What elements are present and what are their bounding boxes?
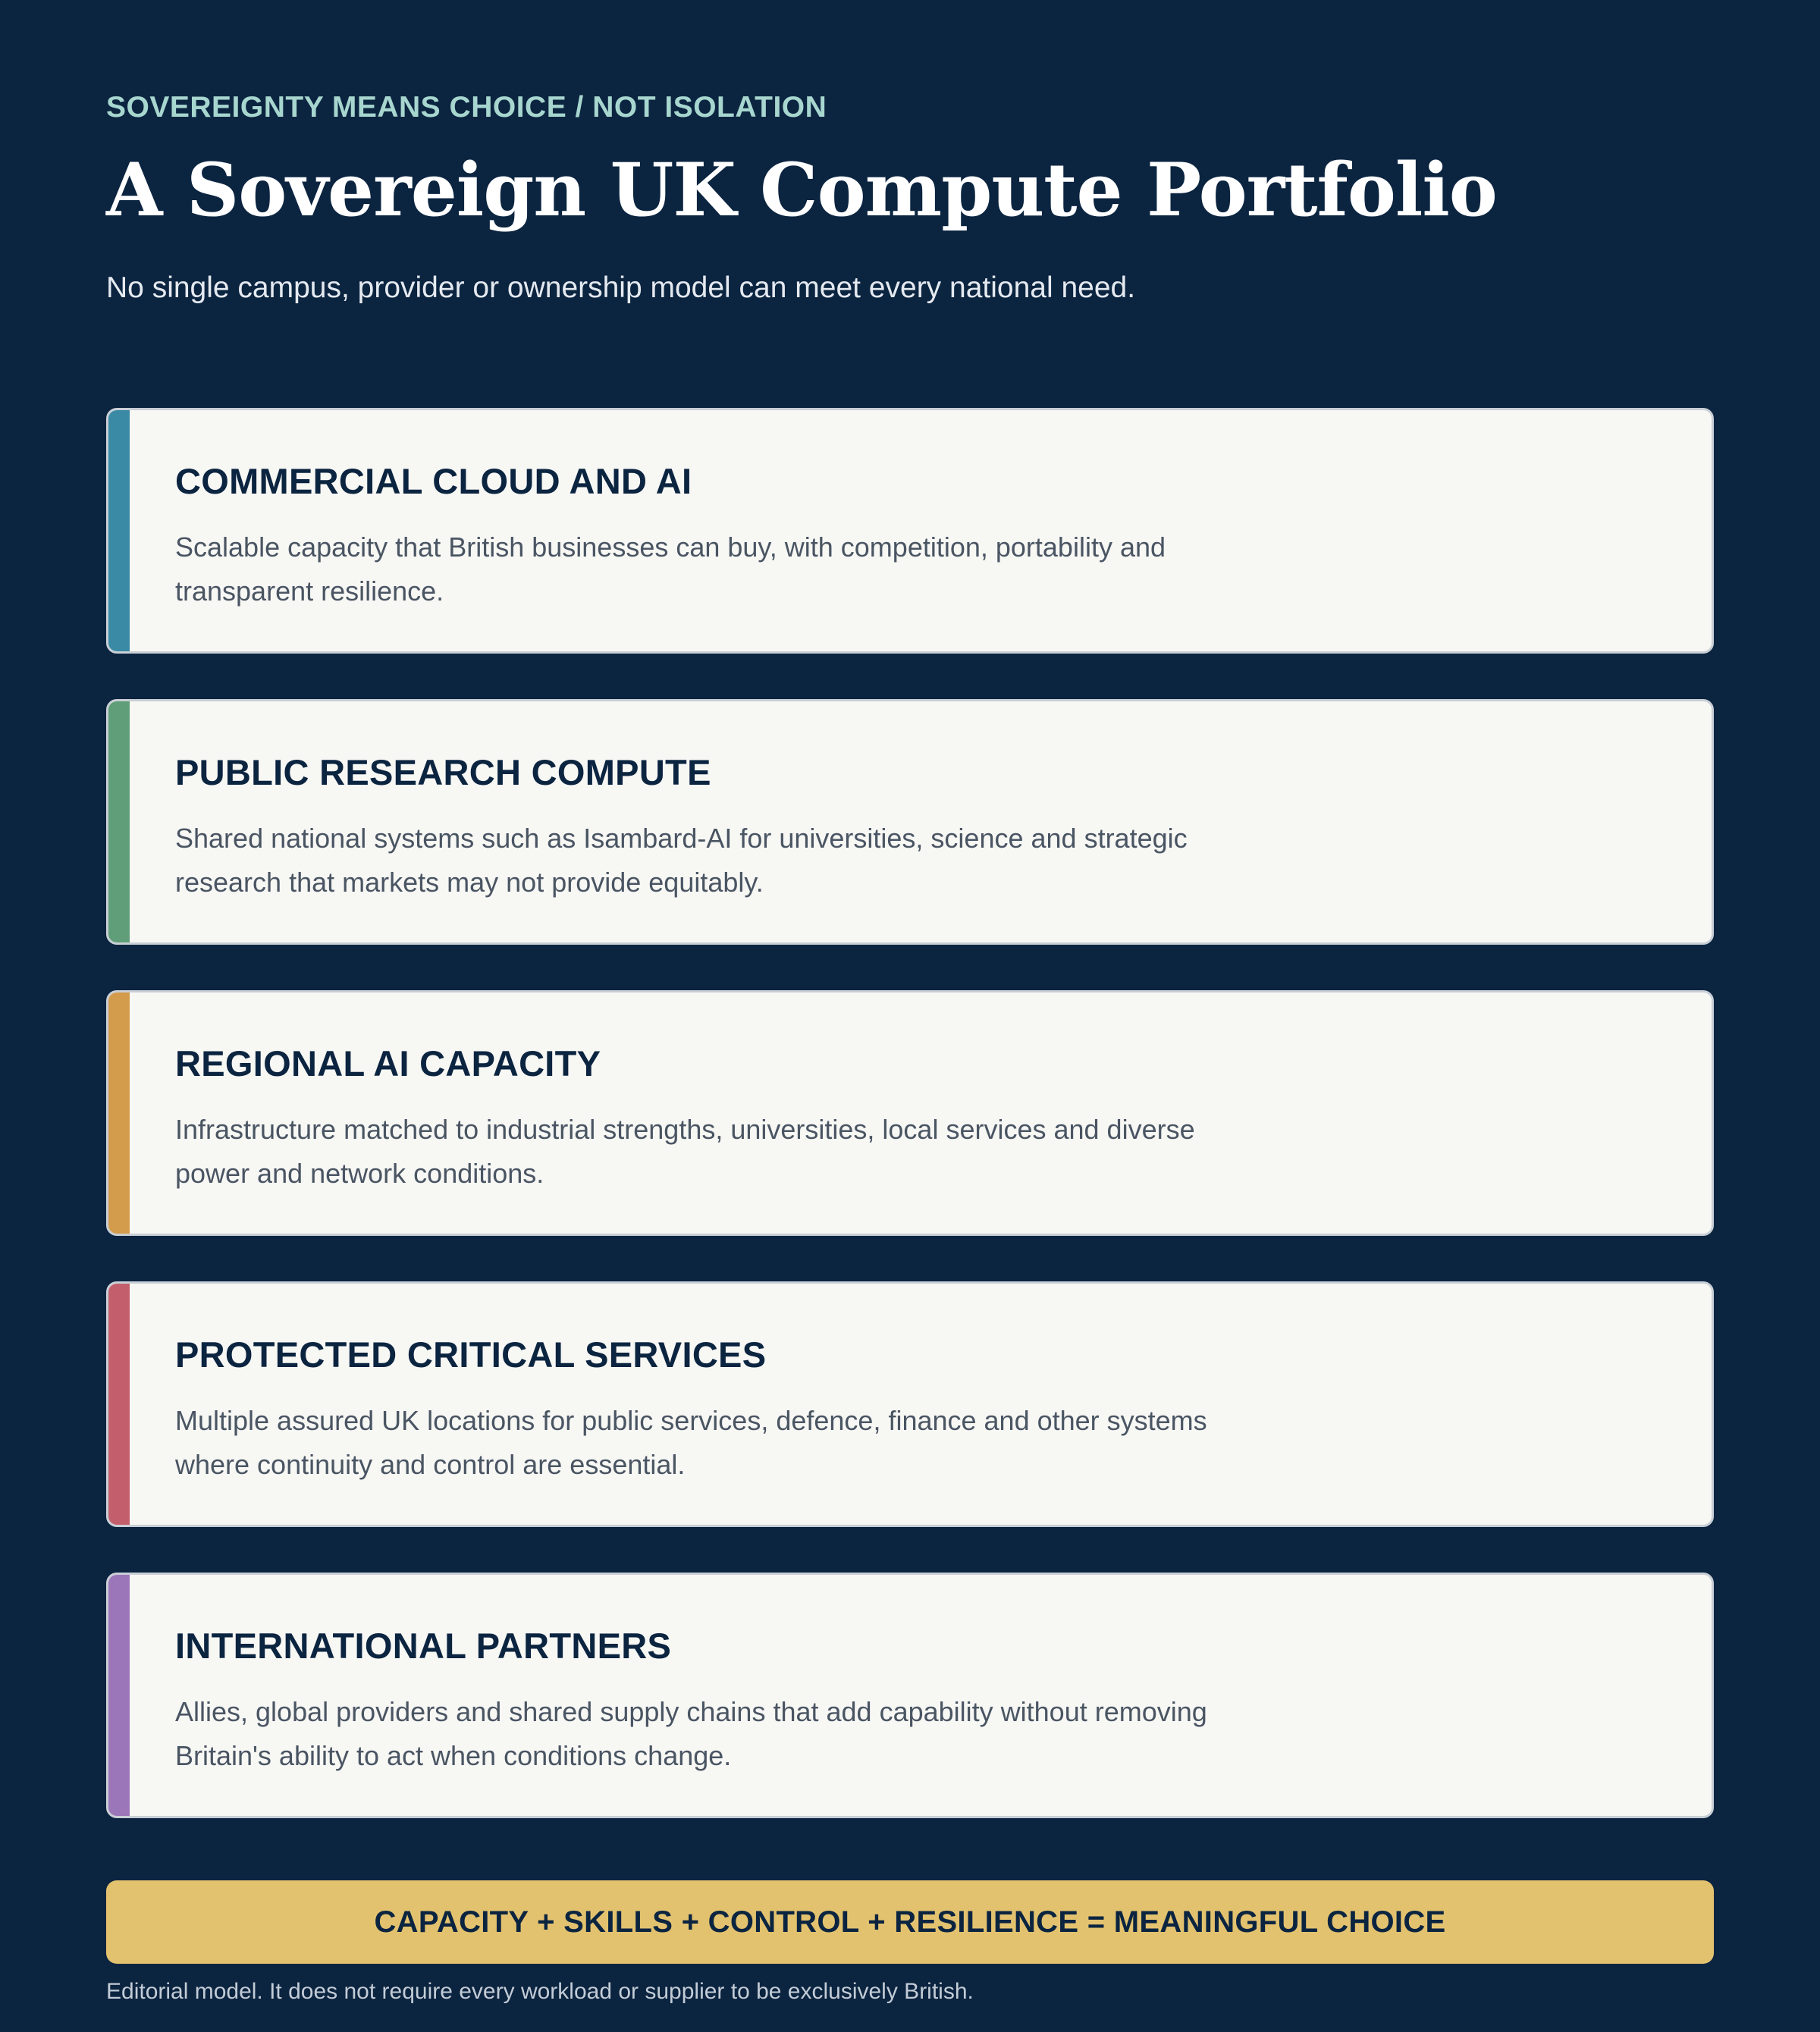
footnote: Editorial model. It does not require every workload or supplier to be exclusively British. bbox=[106, 1979, 974, 2004]
card-accent-bar bbox=[108, 701, 130, 942]
page-title: A Sovereign UK Compute Portfolio bbox=[106, 147, 1497, 233]
card-regional-ai bbox=[106, 990, 1714, 1236]
card-title: PROTECTED CRITICAL SERVICES bbox=[175, 1334, 767, 1375]
card-title: PUBLIC RESEARCH COMPUTE bbox=[175, 752, 711, 792]
card-title: REGIONAL AI CAPACITY bbox=[175, 1043, 601, 1083]
card-description: Shared national systems such as Isambard-AI for universities, science and strategic research that markets may not provide equitably. bbox=[175, 823, 1188, 898]
card-public-research bbox=[106, 699, 1714, 945]
card-commercial-cloud bbox=[106, 408, 1714, 654]
card-accent-bar bbox=[108, 410, 130, 651]
card-protected-services bbox=[106, 1281, 1714, 1527]
summary-banner: CAPACITY + SKILLS + CONTROL + RESILIENCE = MEANINGFUL CHOICE bbox=[106, 1880, 1714, 1964]
page-subtitle: No single campus, provider or ownership model can meet every national need. bbox=[106, 271, 1136, 304]
card-accent-bar bbox=[108, 992, 130, 1234]
card-description: Allies, global providers and shared supply chains that add capability without removing Britain's ability to act when conditions change. bbox=[175, 1696, 1207, 1771]
card-description: Scalable capacity that British businesses can buy, with competition, portability and transparent resilience. bbox=[175, 532, 1166, 607]
card-title: INTERNATIONAL PARTNERS bbox=[175, 1626, 672, 1666]
card-international-partners bbox=[106, 1573, 1714, 1818]
portfolio-cards bbox=[106, 408, 1714, 1864]
card-title: COMMERCIAL CLOUD AND AI bbox=[175, 461, 692, 501]
card-accent-bar bbox=[108, 1575, 130, 1816]
card-accent-bar bbox=[108, 1284, 130, 1525]
eyebrow-label: SOVEREIGNTY MEANS CHOICE / NOT ISOLATION bbox=[106, 91, 827, 124]
card-description: Multiple assured UK locations for public services, defence, finance and other systems where continuity and control are essential. bbox=[175, 1405, 1207, 1480]
card-description: Infrastructure matched to industrial strengths, universities, local services and diverse power and network conditions. bbox=[175, 1114, 1195, 1189]
